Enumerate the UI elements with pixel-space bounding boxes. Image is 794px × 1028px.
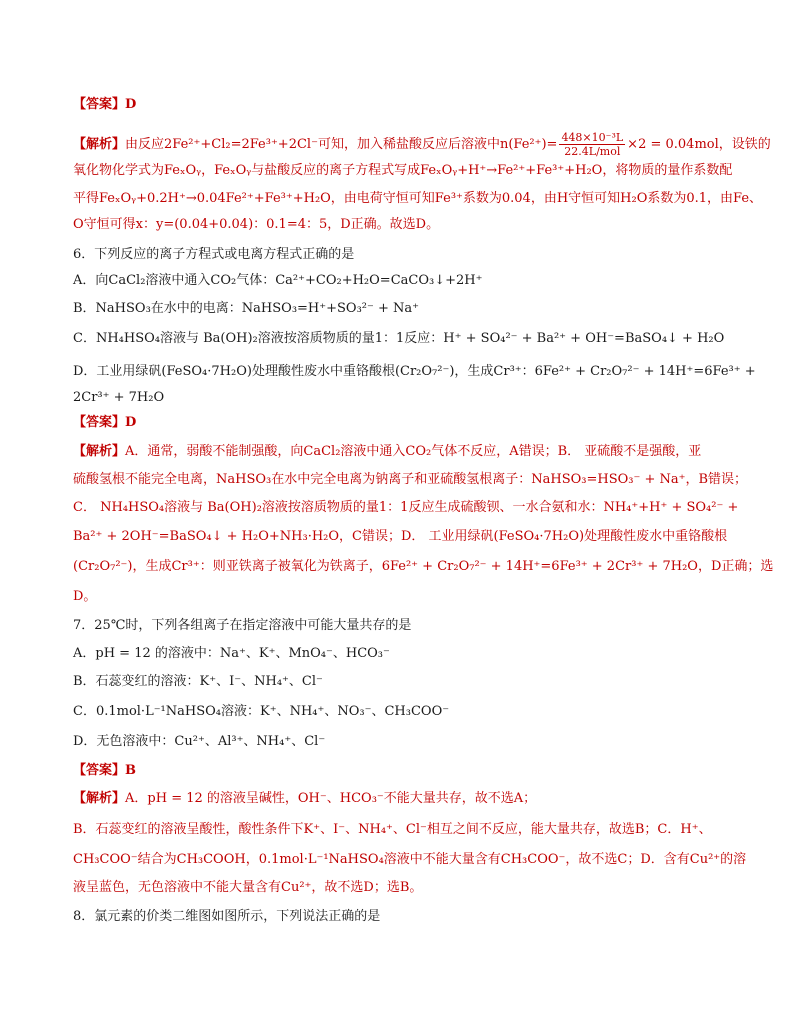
q6-analysis-line-1 — [73, 443, 734, 461]
q7-analysis-line-3: CH₃COO⁻结合为CH₃COOH，0.1mol·L⁻¹NaHSO₄溶液中不能大量含有CH₃COO⁻，故不选C；D．含有Cu²⁺的溶 — [73, 852, 747, 867]
q8-stem: 8．氯元素的价类二维图如图所示，下列说法正确的是 — [73, 909, 381, 924]
q7-analysis-label: 【解析】 — [73, 791, 126, 806]
q7-option-d: D．无色溶液中：Cu²⁺、Al³⁺、NH₄⁺、Cl⁻ — [73, 734, 326, 749]
q7-option-c: C．0.1mol·L⁻¹NaHSO₄溶液：K⁺、NH₄⁺、NO₃⁻、CH₃COO⁻ — [73, 704, 450, 719]
q7-analysis-line-2: B．石蕊变红的溶液呈酸性，酸性条件下K⁺、I⁻、NH₄⁺、Cl⁻相互之间不反应，能大量共存，故选B；C．H⁺、 — [73, 822, 712, 837]
q5-analysis-label: 【解析】 — [73, 137, 126, 152]
q5-fraction-numerator: 448×10⁻³L — [561, 131, 624, 144]
q5-analysis-line-2: 氧化物化学式为FeₓOᵧ，FeₓOᵧ与盐酸反应的离子方程式写成FeₓOᵧ+H⁺→Fe²⁺+Fe³⁺+H₂O，将物质的量作系数配 — [73, 163, 733, 178]
q6-answer: 【答案】D — [73, 415, 137, 430]
q5-analysis-text-1b: ×2 = 0.04mol，设铁的 — [627, 137, 771, 152]
q5-fraction-denominator: 22.4L/mol — [564, 145, 621, 158]
q7-analysis-text-1: A．pH = 12 的溶液呈碱性，OH⁻、HCO₃⁻不能大量共存，故不选A； — [125, 791, 537, 806]
q7-analysis-line-1 — [73, 790, 734, 808]
q5-fraction — [559, 131, 625, 158]
q7-option-a: A．pH = 12 的溶液中：Na⁺、K⁺、MnO₄⁻、HCO₃⁻ — [73, 646, 390, 661]
q6-stem: 6．下列反应的离子方程式或电离方程式正确的是 — [73, 247, 355, 262]
q6-analysis-line-4: Ba²⁺ + 2OH⁻=BaSO₄↓ + H₂O+NH₃·H₂O，C错误；D． 工业用绿矾(FeSO₄·7H₂O)处理酸性废水中重铬酸根 — [73, 529, 728, 544]
q5-analysis-line-3: 平得FeₓOᵧ+0.2H⁺→0.04Fe²⁺+Fe³⁺+H₂O，由电荷守恒可知Fe³⁺系数为0.04，由H守恒可知H₂O系数为0.1，由Fe、 — [73, 191, 763, 206]
q5-analysis-line-4: O守恒可得x：y=(0.04+0.04)：0.1=4：5，D正确。故选D。 — [73, 217, 440, 232]
q5-analysis-line-1 — [73, 131, 771, 158]
q7-option-b: B．石蕊变红的溶液：K⁺、I⁻、NH₄⁺、Cl⁻ — [73, 674, 323, 689]
q5-answer: 【答案】D — [73, 97, 137, 112]
q6-analysis-line-5: (Cr₂O₇²⁻)，生成Cr³⁺：则亚铁离子被氧化为铁离子，6Fe²⁺ + Cr₂O₇²⁻ + 14H⁺=6Fe³⁺ + 2Cr³⁺ + 7H₂O，D正确；选 — [73, 559, 774, 574]
q6-analysis-line-2: 硫酸氢根不能完全电离，NaHSO₃在水中完全电离为钠离子和亚硫酸氢根离子：NaHSO₃=HSO₃⁻ + Na⁺，B错误； — [73, 472, 748, 487]
q5-analysis-text-1a: 由反应2Fe²⁺+Cl₂=2Fe³⁺+2Cl⁻可知，加入稀盐酸反应后溶液中n(Fe²⁺)= — [125, 137, 558, 152]
q6-option-d-line-2: 2Cr³⁺ + 7H₂O — [73, 390, 165, 405]
q6-option-c: C．NH₄HSO₄溶液与 Ba(OH)₂溶液按溶质物质的量1：1反应：H⁺ + SO₄²⁻ + Ba²⁺ + OH⁻=BaSO₄↓ + H₂O — [73, 331, 725, 346]
q6-analysis-line-6: D。 — [73, 589, 97, 604]
q6-option-a: A．向CaCl₂溶液中通入CO₂气体：Ca²⁺+CO₂+H₂O=CaCO₃↓+2H⁺ — [73, 273, 483, 288]
q6-analysis-line-3: C． NH₄HSO₄溶液与 Ba(OH)₂溶液按溶质物质的量1：1反应生成硫酸钡、一水合氨和水：NH₄⁺+H⁺ + SO₄²⁻ + — [73, 500, 739, 515]
q6-analysis-text-1: A．通常，弱酸不能制强酸，向CaCl₂溶液中通入CO₂气体不反应，A错误；B． 亚硫酸不是强酸，亚 — [125, 444, 702, 459]
q7-analysis-line-4: 液呈蓝色，无色溶液中不能大量含有Cu²⁺，故不选D；选B。 — [73, 880, 423, 895]
q6-option-d-line-1: D．工业用绿矾(FeSO₄·7H₂O)处理酸性废水中重铬酸根(Cr₂O₇²⁻)，生成Cr³⁺：6Fe²⁺ + Cr₂O₇²⁻ + 14H⁺=6Fe³⁺ + — [73, 364, 756, 379]
q7-stem: 7．25℃时，下列各组离子在指定溶液中可能大量共存的是 — [73, 618, 412, 633]
q6-option-b: B．NaHSO₃在水中的电离：NaHSO₃=H⁺+SO₃²⁻ + Na⁺ — [73, 301, 420, 316]
q6-analysis-label: 【解析】 — [73, 444, 126, 459]
q7-answer: 【答案】B — [73, 763, 136, 778]
